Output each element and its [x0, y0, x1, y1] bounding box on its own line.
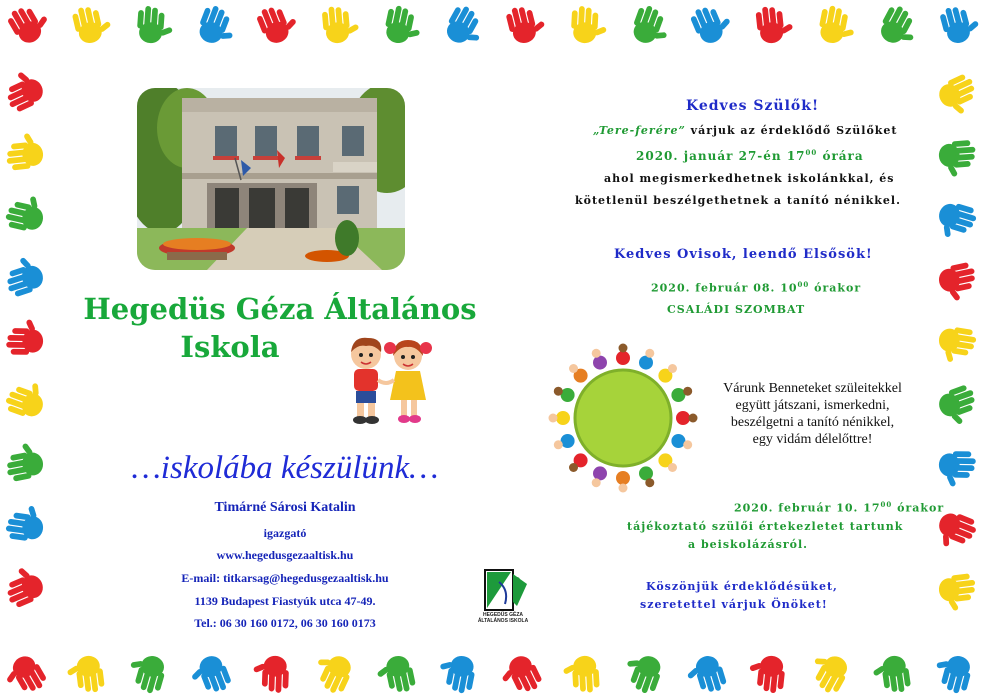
hand-print: [926, 188, 982, 245]
globe-child-head: [592, 349, 601, 358]
globe-child-body: [556, 411, 570, 425]
parents-line3: ahol megismerkedhetnek iskolánkkal, és: [604, 172, 895, 185]
globe-child-head: [554, 387, 563, 396]
hand-print: [928, 252, 982, 307]
hand-print: [0, 374, 56, 433]
boy-and-girl-illustration: [338, 334, 438, 426]
school-address: 1139 Budapest Fiastyúk utca 47-49.: [194, 594, 376, 608]
school-logo-caption: [464, 612, 542, 624]
hand-print: [806, 0, 860, 54]
globe-child-head: [554, 440, 563, 449]
children-around-globe: [548, 343, 698, 493]
hand-print: [183, 642, 242, 699]
hand-print: [1, 501, 53, 553]
globe-child-body: [593, 356, 607, 370]
globe-child-head: [645, 478, 654, 487]
director-name: Timárné Sárosi Katalin: [214, 500, 356, 515]
globe-child-body: [561, 434, 575, 448]
meeting-date-main: 2020. február 10. 17: [734, 501, 881, 515]
hand-print: [372, 0, 427, 54]
globe-child-head: [549, 414, 558, 423]
globe-child-head: [592, 478, 601, 487]
globe-child-head: [569, 463, 578, 472]
hand-print: [618, 0, 677, 56]
hand-print: [495, 0, 551, 55]
meeting-date-suffix: órakor: [892, 501, 945, 515]
parents-date-minutes: 00: [805, 148, 818, 157]
hand-print: [0, 62, 58, 123]
hand-print: [561, 648, 609, 696]
globe-child-head: [683, 440, 692, 449]
hand-print: [312, 2, 362, 52]
hand-print: [430, 0, 493, 58]
parents-invite-rest: várjuk az érdeklődő Szülőket: [685, 124, 898, 137]
kids-invite-text: [705, 380, 920, 448]
hand-print: [930, 130, 979, 179]
hand-print: [746, 647, 797, 698]
parents-invite: [593, 124, 898, 137]
hand-print: [434, 645, 488, 699]
hand-print: [61, 0, 116, 55]
globe-child-body: [671, 434, 685, 448]
hand-print: [802, 641, 865, 699]
meeting-date-minutes: 00: [880, 500, 893, 509]
globe-child-head: [668, 364, 677, 373]
director-title: igazgató: [263, 526, 307, 540]
globe-child-head: [668, 463, 677, 472]
hand-print: [2, 130, 53, 181]
hand-print: [680, 643, 737, 699]
family-saturday-event: CSALÁDI SZOMBAT: [667, 303, 806, 316]
globe-child-body: [593, 466, 607, 480]
hand-print: [869, 646, 921, 698]
parents-date-main: 2020. január 27-én 17: [636, 149, 806, 163]
hand-print: [0, 250, 56, 308]
hand-print: [63, 646, 114, 697]
hand-print: [932, 442, 979, 489]
parents-date: [636, 148, 864, 163]
kids-date: [651, 280, 861, 295]
closing-line1: Köszönjük érdeklődésüket,: [646, 580, 838, 593]
phone-numbers: Tel.: 06 30 160 0172, 06 30 160 0173: [194, 616, 376, 630]
globe-child-body: [671, 388, 685, 402]
hand-print: [929, 0, 982, 55]
tagline: …iskolába készülünk…: [131, 450, 439, 486]
school-name-line2: Iskola: [180, 330, 280, 364]
hand-print: [0, 438, 54, 492]
globe-child-body: [561, 388, 575, 402]
globe-child-head: [683, 387, 692, 396]
school-building-photo: [137, 88, 405, 270]
email-link[interactable]: E-mail: titkarsag@hegedusgezaaltisk.hu: [181, 571, 389, 585]
kids-invite-line2: együtt játszani, ismerkedni,: [735, 398, 890, 413]
hand-print: [746, 2, 797, 53]
logo-caption-line1: HEGEDÜS GÉZA: [482, 612, 523, 618]
hand-print: [929, 315, 982, 368]
hand-print: [926, 374, 982, 433]
hand-print: [0, 641, 58, 699]
hand-print: [618, 643, 677, 699]
globe-child-head: [645, 349, 654, 358]
logo-caption-line2: ÁLTALÁNOS ISKOLA: [477, 618, 529, 624]
globe-child-body: [639, 466, 653, 480]
hand-print: [123, 644, 180, 699]
hand-print: [492, 641, 554, 699]
meeting-line2: tájékoztató szülői értekezletet tartunk: [627, 520, 904, 533]
kids-clipart: [338, 334, 438, 426]
globe-child-body: [639, 356, 653, 370]
globe-child-head: [569, 364, 578, 373]
hand-print: [929, 644, 982, 699]
hand-print: [183, 0, 242, 57]
globe-child-body: [676, 411, 690, 425]
website-link[interactable]: www.hegedusgezaaltisk.hu: [216, 548, 354, 562]
hand-print: [306, 641, 367, 699]
globe-child-head: [619, 344, 628, 353]
globe-child-body: [616, 351, 630, 365]
kids-date-suffix: órakor: [809, 281, 862, 295]
kids-invite-line1: Várunk Benneteket szüleitekkel: [723, 381, 902, 396]
closing-line2: szeretettel várjuk Önöket!: [640, 598, 828, 611]
globe-child-head: [689, 414, 698, 423]
hand-print: [126, 2, 175, 51]
hand-print: [372, 645, 427, 699]
school-name-line1: Hegedüs Géza Általános: [83, 292, 477, 326]
kids-date-main: 2020. február 08. 10: [651, 281, 798, 295]
hand-print: [0, 559, 57, 619]
hand-print: [561, 3, 609, 51]
hand-print: [864, 0, 926, 58]
kids-date-minutes: 00: [797, 280, 810, 289]
school-building-illustration: [137, 88, 405, 270]
parents-heading: Kedves Szülők!: [686, 98, 820, 114]
globe-illustration: [548, 343, 698, 493]
kids-heading: Kedves Ovisok, leendő Elsősök!: [614, 247, 873, 262]
parents-date-suffix: órára: [817, 149, 864, 163]
kids-invite-line3: beszélgetni a tanító nénikkel,: [730, 415, 895, 430]
kids-invite-line4: egy vidám délelőttre!: [752, 432, 873, 447]
globe-child-body: [616, 471, 630, 485]
hand-print: [0, 0, 58, 58]
parents-line4: kötetlenül beszélgethetnek a tanító nénikkel.: [575, 194, 901, 207]
hand-print: [924, 62, 982, 123]
meeting-line3: a beiskolázásról.: [688, 538, 808, 551]
hand-print: [679, 0, 739, 57]
hand-print: [0, 189, 55, 244]
hand-print: [929, 563, 980, 614]
tere-ferere-event-name: „Tere-ferére”: [593, 124, 686, 137]
globe-child-head: [619, 484, 628, 493]
meeting-date: [734, 500, 944, 515]
hand-print: [245, 0, 305, 57]
hand-print: [251, 648, 299, 696]
